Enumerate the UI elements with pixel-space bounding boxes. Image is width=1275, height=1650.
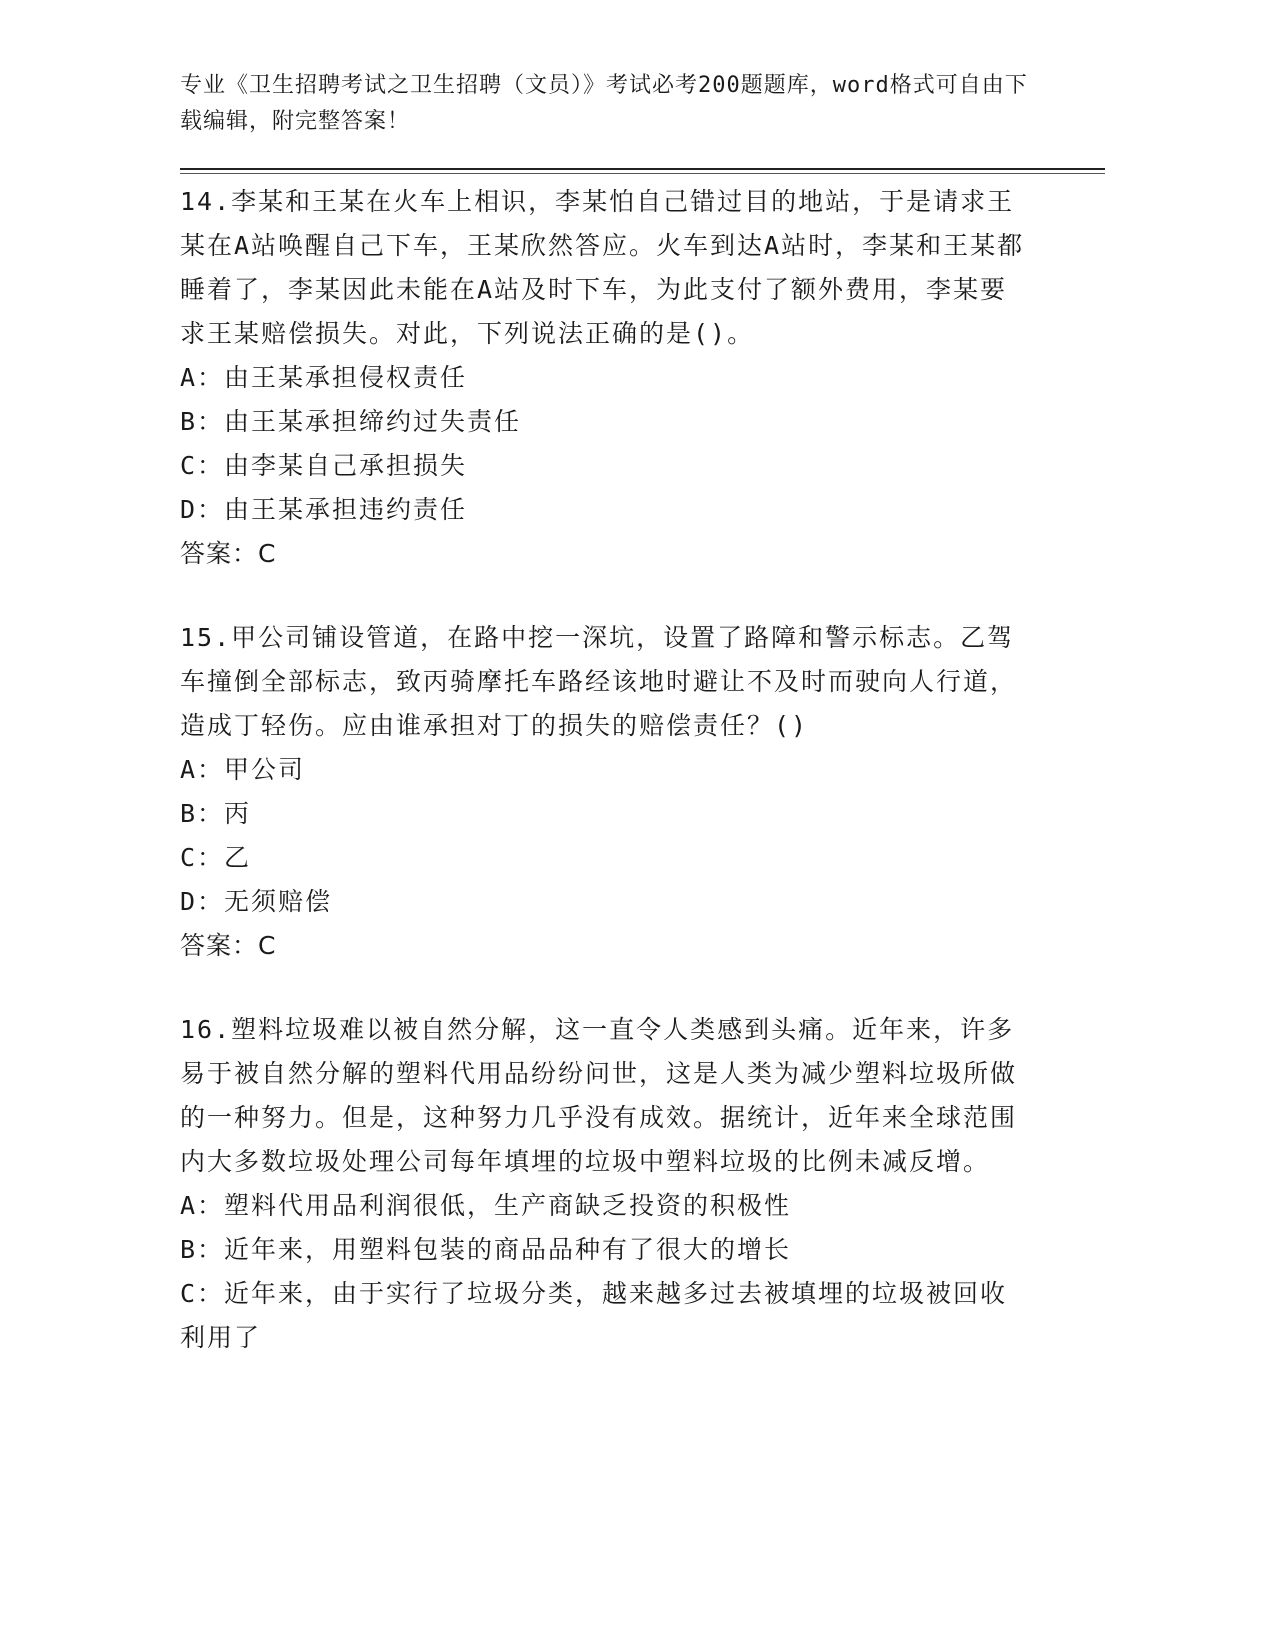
document-page xyxy=(180,0,1105,1650)
question-stem: 16.塑料垃圾难以被自然分解，这一直令人类感到头痛。近年来，许多易于被自然分解的塑料代用品纷纷问世，这是人类为减少塑料垃圾所做的一种努力。但是，这种努力几乎没有成效。据统计，近年来全球范围内大多数垃圾处理公司每年填埋的垃圾中塑料垃圾的比例未减反增。 xyxy=(180,1015,1018,1176)
option-c: C：近年来，由于实行了垃圾分类，越来越多过去被填埋的垃圾被回收利用了 xyxy=(180,1279,1008,1352)
question-15 xyxy=(180,616,1030,968)
question-stem: 15.甲公司铺设管道，在路中挖一深坑，设置了路障和警示标志。乙驾车撞倒全部标志，致丙骑摩托车路经该地时避让不及时而驶向人行道，造成丁轻伤。应由谁承担对丁的损失的赔偿责任？() xyxy=(180,623,1018,740)
option-c: C：由李某自己承担损失 xyxy=(180,451,468,480)
header-rule-thin xyxy=(180,173,1105,174)
answer: 答案：C xyxy=(180,539,277,568)
question-16 xyxy=(180,1008,1030,1360)
option-c: C：乙 xyxy=(180,843,252,872)
option-b: B：丙 xyxy=(180,799,252,828)
document-header: 专业《卫生招聘考试之卫生招聘（文员）》考试必考200题题库，word格式可自由下载编辑，附完整答案！ xyxy=(180,73,1028,134)
option-d: D：由王某承担违约责任 xyxy=(180,495,468,524)
question-stem: 14.李某和王某在火车上相识，李某怕自己错过目的地站，于是请求王某在A站唤醒自己下车，王某欣然答应。火车到达A站时，李某和王某都睡着了，李某因此未能在A站及时下车，为此支付了额外费用，李某要求王某赔偿损失。对此，下列说法正确的是()。 xyxy=(180,187,1025,348)
option-d: D：无须赔偿 xyxy=(180,887,333,916)
option-b: B：近年来，用塑料包装的商品品种有了很大的增长 xyxy=(180,1235,792,1264)
option-a: A：甲公司 xyxy=(180,755,306,784)
question-14 xyxy=(180,180,1030,576)
option-b: B：由王某承担缔约过失责任 xyxy=(180,407,522,436)
answer: 答案：C xyxy=(180,931,277,960)
header-rule-thick xyxy=(180,168,1105,170)
option-a: A：由王某承担侵权责任 xyxy=(180,363,468,392)
option-a: A：塑料代用品利润很低，生产商缺乏投资的积极性 xyxy=(180,1191,792,1220)
